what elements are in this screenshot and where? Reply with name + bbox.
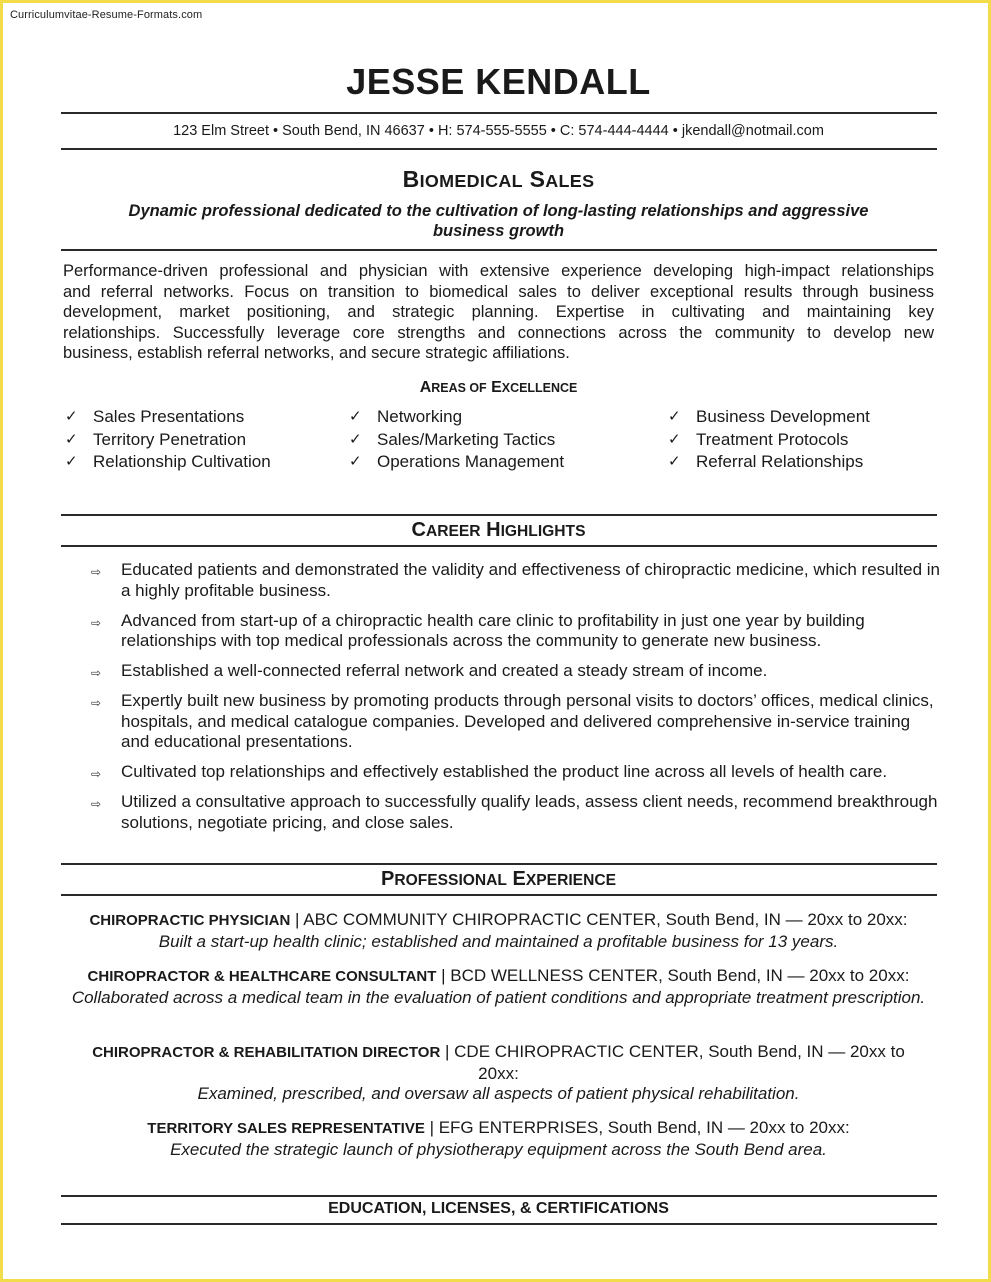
skill-item — [349, 429, 564, 452]
candidate-name: JESSE KENDALL — [346, 61, 651, 102]
summary-line: relationships. Successfully leverage core strengths and connections across the community to develop new — [63, 323, 934, 342]
contact-line: 123 Elm Street • South Bend, IN 46637 • H: 574-555-5555 • C: 574-444-4444 • jkendall@notmail.com — [173, 123, 824, 139]
skills-column-1 — [65, 406, 271, 474]
summary-line: development, market positioning, and strategic planning. Expertise in cultivating and maintaining key — [63, 303, 934, 321]
job-detail: | ABC COMMUNITY CHIROPRACTIC CENTER, South Bend, IN — 20xx to 20xx: — [290, 910, 908, 929]
check-icon: ✓ — [349, 408, 362, 425]
highlight-item — [91, 691, 941, 753]
job-entry — [63, 966, 934, 1008]
divider-career-bottom — [61, 545, 937, 547]
job-role: CHIROPRACTOR & REHABILITATION DIRECTOR — [92, 1044, 441, 1061]
heading-smallcaps: XCELLENCE — [501, 381, 578, 395]
job-detail: | CDE CHIROPRACTIC CENTER, South Bend, IN — 20xx to 20xx: — [440, 1042, 905, 1083]
skills-column-2 — [349, 406, 564, 474]
skills-column-3 — [668, 406, 870, 474]
heading-smallcaps: XPERIENCE — [525, 872, 616, 889]
skill-item — [65, 451, 271, 474]
check-icon: ✓ — [668, 430, 681, 448]
skill-label: Territory Penetration — [93, 429, 247, 449]
skill-label: Operations Management — [377, 452, 565, 471]
skill-label: Treatment Protocols — [696, 429, 849, 449]
highlight-text: Expertly built new business by promoting products through personal visits to doctors’ offices, medical clinics, hospitals, and medical catalogue companies. Developed and delivered comprehensive in-service training and educational presentations. — [121, 691, 934, 751]
divider-career-top — [61, 514, 937, 516]
heading-letter: C — [411, 519, 426, 541]
skill-item — [65, 429, 271, 452]
skill-label: Business Development — [696, 407, 870, 426]
check-icon: ✓ — [349, 453, 362, 470]
heading-smallcaps: IGHLIGHTS — [500, 523, 586, 540]
job-description: Collaborated across a medical team in the evaluation of patient conditions and appropriate treatment prescription. — [71, 987, 926, 1007]
job-entry — [63, 1042, 934, 1105]
highlight-text: Utilized a consultative approach to successfully qualify leads, assess client needs, recommend breakthrough solutions, negotiate pricing, and close sales. — [121, 792, 938, 832]
professional-experience-heading — [3, 868, 991, 891]
check-icon: ✓ — [65, 408, 78, 425]
job-description: Executed the strategic launch of physiotherapy equipment across the South Bend area. — [170, 1139, 827, 1159]
heading-smallcaps: ROFESSIONAL — [394, 872, 507, 889]
highlight-item — [91, 792, 941, 833]
check-icon: ✓ — [65, 430, 78, 448]
highlight-text: Established a well-connected referral network and created a steady stream of income. — [121, 661, 768, 680]
job-target-title — [3, 166, 991, 193]
title-letter: B — [402, 166, 420, 192]
job-entry — [63, 1118, 934, 1160]
title-letter: S — [529, 166, 546, 192]
heading-smallcaps: REAS OF — [431, 381, 487, 395]
divider-top — [61, 112, 937, 114]
job-description: Built a start-up health clinic; established and maintained a profitable business for 13 years. — [158, 931, 839, 951]
arrow-right-icon: ⇨ — [91, 565, 102, 579]
highlight-item — [91, 611, 941, 652]
heading-letter: E — [512, 868, 526, 890]
arrow-right-icon: ⇨ — [91, 666, 102, 680]
job-detail: | EFG ENTERPRISES, South Bend, IN — 20xx to 20xx: — [424, 1118, 850, 1137]
education-heading: EDUCATION, LICENSES, & CERTIFICATIONS — [328, 1200, 669, 1217]
summary-line: Performance-driven professional and physician with extensive experience developing high-impact relationships — [63, 262, 934, 280]
skill-item — [668, 429, 870, 452]
divider-experience-bottom — [61, 894, 937, 896]
check-icon: ✓ — [349, 430, 362, 448]
career-highlights-list — [91, 560, 941, 843]
check-icon: ✓ — [668, 453, 681, 470]
skill-label: Sales Presentations — [93, 407, 245, 426]
job-role: TERRITORY SALES REPRESENTATIVE — [147, 1120, 425, 1137]
arrow-right-icon: ⇨ — [91, 767, 102, 781]
career-highlights-heading — [3, 519, 991, 542]
highlight-item — [91, 661, 941, 682]
heading-letter: P — [380, 868, 395, 890]
tagline: Dynamic professional dedicated to the cultivation of long-lasting relationships and aggressive business growth — [128, 202, 869, 240]
job-role: CHIROPRACTOR & HEALTHCARE CONSULTANT — [87, 968, 437, 985]
job-entry — [63, 910, 934, 952]
heading-smallcaps: AREER — [425, 523, 481, 540]
summary-line: business, establish referral networks, and secure strategic affiliations. — [63, 344, 570, 362]
divider-education-bottom — [61, 1223, 937, 1225]
heading-letter: H — [486, 519, 501, 541]
highlight-item — [91, 560, 941, 601]
skill-label: Relationship Cultivation — [93, 452, 271, 471]
skill-item — [349, 451, 564, 474]
divider-summary — [61, 249, 937, 251]
check-icon: ✓ — [668, 408, 681, 425]
summary-line: and referral networks. Focus on transition to biomedical sales to deliver exceptional results through business — [63, 282, 934, 301]
skill-item — [349, 406, 564, 429]
highlight-item — [91, 762, 941, 783]
site-label: Curriculumvitae-Resume-Formats.com — [10, 9, 203, 21]
heading-letter: E — [491, 379, 502, 396]
divider-contact — [61, 148, 937, 150]
summary-paragraph — [63, 261, 934, 364]
job-description: Examined, prescribed, and oversaw all aspects of patient physical rehabilitation. — [197, 1084, 800, 1103]
highlight-text: Cultivated top relationships and effectively established the product line across all levels of health care. — [121, 762, 888, 781]
highlight-text: Educated patients and demonstrated the validity and effectiveness of chiropractic medicine, which resulted in a highly profitable business. — [121, 560, 940, 600]
skill-item — [65, 406, 271, 429]
title-smallcaps: ALES — [545, 171, 595, 191]
highlight-text: Advanced from start-up of a chiropractic health care clinic to profitability in just one year by building relationships with top medical professionals across the community to generate new business. — [121, 610, 865, 650]
arrow-right-icon: ⇨ — [91, 615, 102, 630]
skill-label: Sales/Marketing Tactics — [377, 429, 556, 449]
arrow-right-icon: ⇨ — [91, 797, 102, 811]
title-smallcaps: IOMEDICAL — [419, 171, 523, 191]
skill-label: Networking — [377, 407, 463, 426]
heading-letter: A — [419, 379, 432, 396]
skill-label: Referral Relationships — [696, 452, 864, 471]
job-role: CHIROPRACTIC PHYSICIAN — [89, 912, 291, 929]
skill-item — [668, 451, 870, 474]
divider-education-top — [61, 1195, 937, 1197]
skill-item — [668, 406, 870, 429]
check-icon: ✓ — [65, 453, 78, 470]
areas-of-excellence-heading — [3, 379, 991, 397]
job-detail: | BCD WELLNESS CENTER, South Bend, IN — 20xx to 20xx: — [436, 966, 910, 985]
arrow-right-icon: ⇨ — [91, 696, 102, 710]
divider-experience-top — [61, 863, 937, 865]
